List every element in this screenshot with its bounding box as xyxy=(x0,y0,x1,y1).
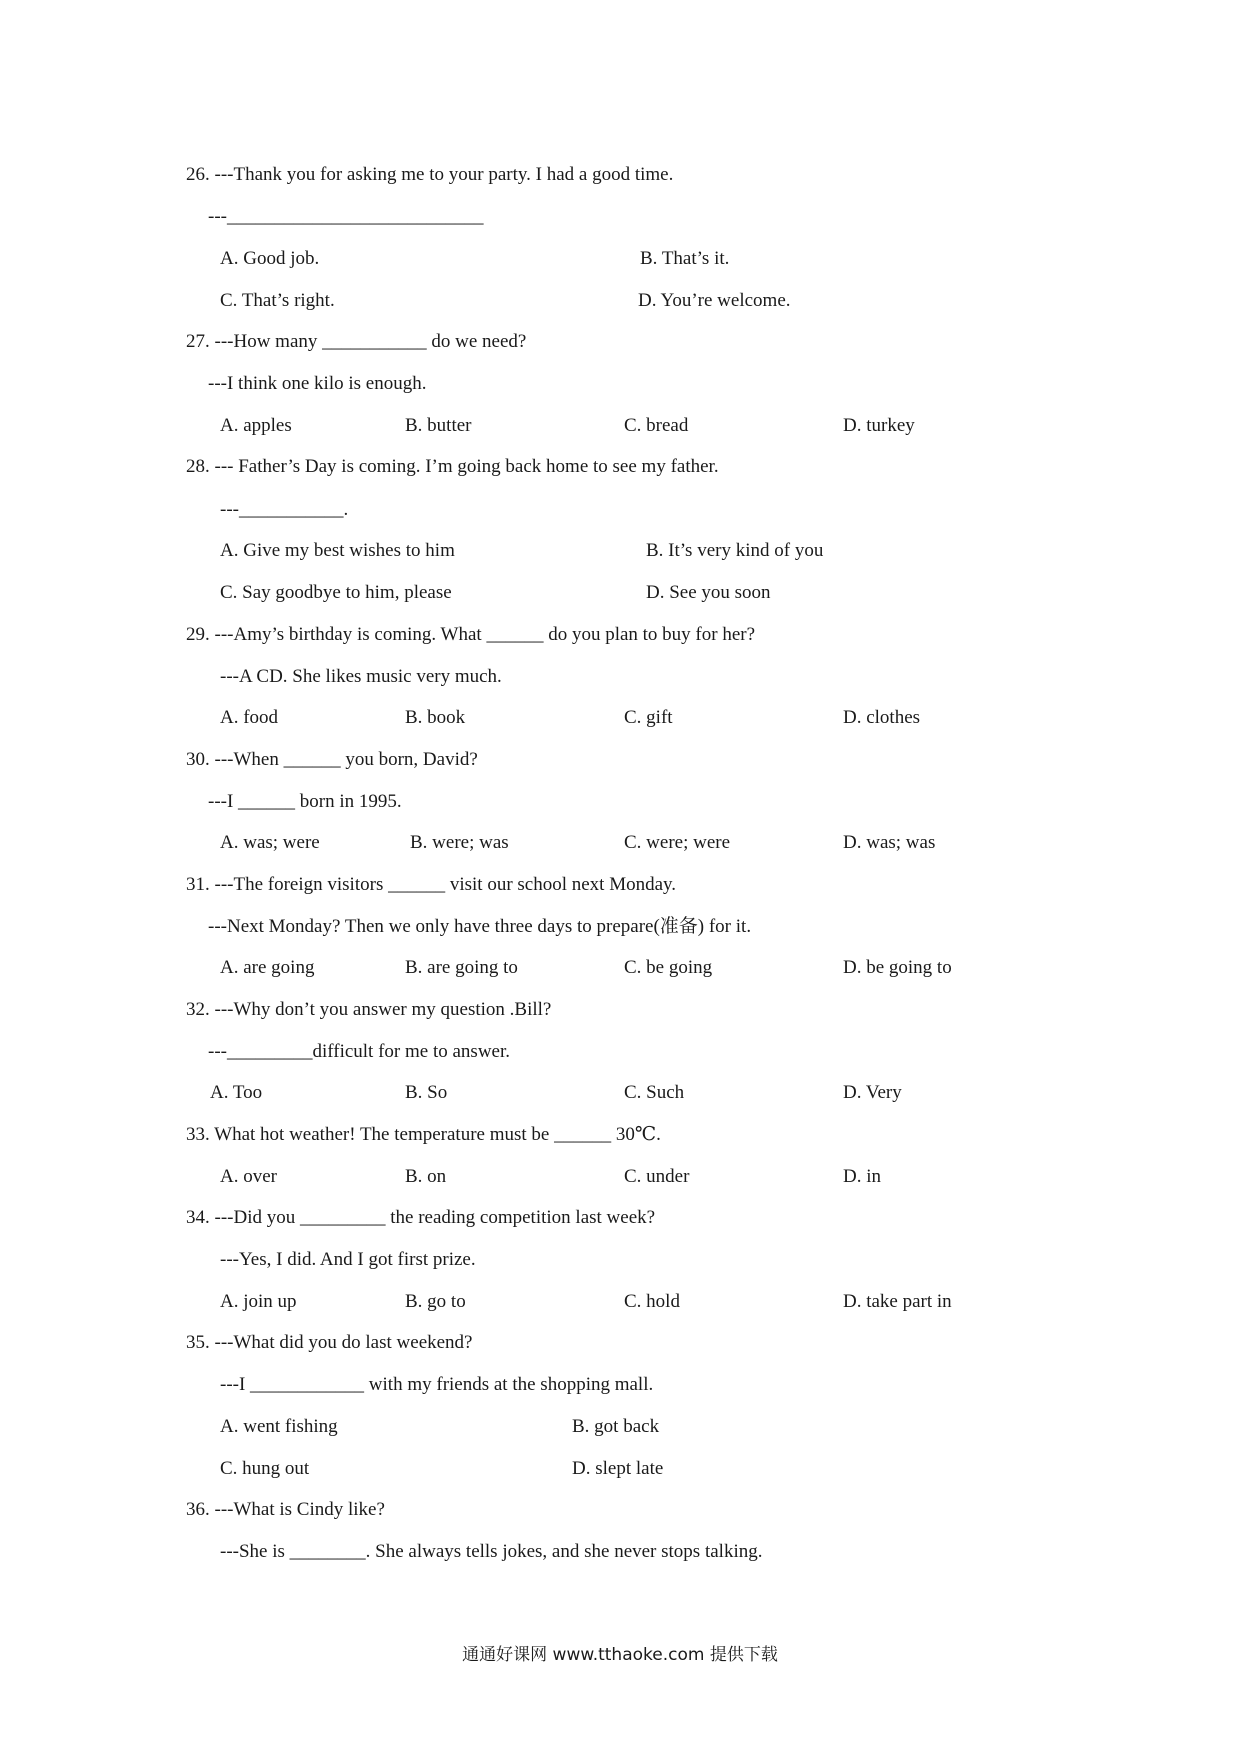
question-28-stem: 28. --- Father’s Day is coming. I’m going back home to see my father. xyxy=(186,456,719,477)
question-28-option-b: B. It’s very kind of you xyxy=(646,540,824,561)
question-33-option-a: A. over xyxy=(220,1166,277,1187)
question-35-option-b: B. got back xyxy=(572,1416,660,1437)
question-29-option-b: B. book xyxy=(405,707,466,728)
question-34-option-d: D. take part in xyxy=(843,1291,952,1312)
question-31-reply: ---Next Monday? Then we only have three days to prepare(准备) for it. xyxy=(208,916,752,937)
question-26-stem: 26. ---Thank you for asking me to your party. I had a good time. xyxy=(186,164,674,185)
question-30-reply: ---I ______ born in 1995. xyxy=(208,791,402,812)
question-33-option-c: C. under xyxy=(624,1166,690,1187)
question-31-stem: 31. ---The foreign visitors ______ visit our school next Monday. xyxy=(186,874,677,895)
question-26-option-a: A. Good job. xyxy=(220,248,320,269)
question-28-option-c: C. Say goodbye to him, please xyxy=(220,582,452,603)
question-26-option-d: D. You’re welcome. xyxy=(638,290,791,311)
question-30-stem: 30. ---When ______ you born, David? xyxy=(186,749,478,770)
question-35-stem: 35. ---What did you do last weekend? xyxy=(186,1332,473,1353)
question-32-option-c: C. Such xyxy=(624,1082,685,1103)
question-29-reply: ---A CD. She likes music very much. xyxy=(220,666,502,687)
question-34-option-a: A. join up xyxy=(220,1291,297,1312)
question-31-option-d: D. be going to xyxy=(843,957,952,978)
question-33-option-d: D. in xyxy=(843,1166,881,1187)
question-30-option-a: A. was; were xyxy=(220,832,320,853)
question-26-reply: ---___________________________ xyxy=(208,206,484,227)
question-34-stem: 34. ---Did you _________ the reading competition last week? xyxy=(186,1207,656,1228)
question-34-reply: ---Yes, I did. And I got first prize. xyxy=(220,1249,476,1270)
question-35-option-d: D. slept late xyxy=(572,1458,664,1479)
question-33-stem: 33. What hot weather! The temperature must be ______ 30℃. xyxy=(186,1124,661,1145)
question-27-option-a: A. apples xyxy=(220,415,292,436)
question-32-option-b: B. So xyxy=(405,1082,448,1103)
question-29-stem: 29. ---Amy’s birthday is coming. What ______ do you plan to buy for her? xyxy=(186,624,756,645)
page-footer: 通通好课网 www.tthaoke.com 提供下载 xyxy=(462,1645,778,1665)
question-27-option-c: C. bread xyxy=(624,415,689,436)
question-28-reply: ---___________. xyxy=(220,499,349,520)
question-35-option-a: A. went fishing xyxy=(220,1416,338,1437)
question-30-option-b: B. were; was xyxy=(410,832,509,853)
question-27-reply: ---I think one kilo is enough. xyxy=(208,373,427,394)
question-34-option-b: B. go to xyxy=(405,1291,466,1312)
question-28-option-d: D. See you soon xyxy=(646,582,771,603)
question-33-option-b: B. on xyxy=(405,1166,447,1187)
question-27-option-d: D. turkey xyxy=(843,415,915,436)
question-27-stem: 27. ---How many ___________ do we need? xyxy=(186,331,527,352)
question-26-option-b: B. That’s it. xyxy=(640,248,730,269)
question-27-option-b: B. butter xyxy=(405,415,472,436)
question-29-option-a: A. food xyxy=(220,707,279,728)
question-32-option-d: D. Very xyxy=(843,1082,902,1103)
question-30-option-c: C. were; were xyxy=(624,832,731,853)
question-34-option-c: C. hold xyxy=(624,1291,680,1312)
question-36-stem: 36. ---What is Cindy like? xyxy=(186,1499,385,1520)
question-28-option-a: A. Give my best wishes to him xyxy=(220,540,455,561)
question-29-option-d: D. clothes xyxy=(843,707,921,728)
question-32-reply: ---_________difficult for me to answer. xyxy=(208,1041,510,1062)
question-32-option-a: A. Too xyxy=(210,1082,263,1103)
question-32-stem: 32. ---Why don’t you answer my question .Bill? xyxy=(186,999,552,1020)
question-36-reply: ---She is ________. She always tells jokes, and she never stops talking. xyxy=(220,1541,763,1562)
question-31-option-a: A. are going xyxy=(220,957,315,978)
question-30-option-d: D. was; was xyxy=(843,832,936,853)
question-29-option-c: C. gift xyxy=(624,707,673,728)
question-35-reply: ---I ____________ with my friends at the shopping mall. xyxy=(220,1374,654,1395)
question-35-option-c: C. hung out xyxy=(220,1458,310,1479)
question-31-option-b: B. are going to xyxy=(405,957,518,978)
question-26-option-c: C. That’s right. xyxy=(220,290,335,311)
question-31-option-c: C. be going xyxy=(624,957,713,978)
